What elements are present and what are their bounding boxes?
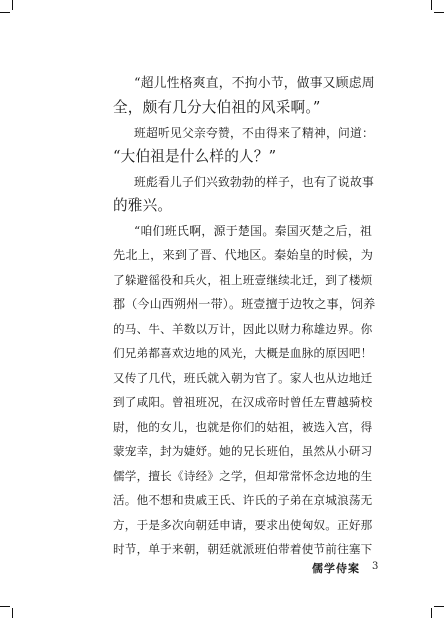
text-line: 先北上，来到了晋、代地区。秦始皇的时候，为: [113, 248, 374, 262]
text-line: 全，颇有几分大伯祖的风采啊。”: [113, 99, 321, 116]
text-line: 尉，他的女儿，也就是你们的姑祖，被选入宫，得: [113, 420, 373, 434]
text-line: 方，于是多次向朝廷申请，要求出使匈奴。正好那: [113, 518, 373, 532]
text-line: “超儿性格爽直，不拘小节，做事又顾虑周: [134, 76, 375, 91]
running-footer-title: 儒学侍案: [312, 562, 360, 575]
text-line: 班超听见父亲夸赞，不由得来了精神，问道：: [134, 126, 374, 140]
text-line: 们兄弟都喜欢边地的风光，大概是血脉的原因吧！: [113, 346, 373, 360]
text-line: “咱们班氏啊，源于楚国。秦国灭楚之后，祖: [134, 224, 373, 238]
text-line: 活。他不想和贵戚王氏、许氏的子弟在京城浪荡无: [113, 493, 373, 507]
text-line: 到了咸阳。曾祖班况，在汉成帝时曾任左曹越骑校: [113, 395, 373, 409]
text-line: “大伯祖是什么样的人？”: [113, 148, 277, 165]
text-line: 儒学，擅长《诗经》之学，但却常常怀念边地的生: [113, 469, 373, 483]
text-line: 的雅兴。: [113, 197, 173, 214]
text-line: 班彪看儿子们兴致勃勃的样子，也有了说故事: [134, 175, 374, 189]
text-line: 的马、牛、羊数以万计，因此以财力称雄边界。你: [113, 322, 373, 336]
page-number: 3: [372, 561, 379, 572]
text-line: 又传了几代，班氏就入朝为官了。家人也从边地迁: [113, 371, 373, 385]
text-line: 时节，单于来朝，朝廷就派班伯带着使节前往塞下: [113, 542, 373, 556]
text-line: 蒙宠幸，封为婕妤。她的兄长班伯，虽然从小研习: [113, 444, 373, 458]
text-line: 郡（今山西朔州一带）。班壹擅于边牧之事，饲养: [113, 297, 376, 311]
text-line: 了躲避徭役和兵火，祖上班壹继续北迁，到了楼烦: [113, 273, 373, 287]
